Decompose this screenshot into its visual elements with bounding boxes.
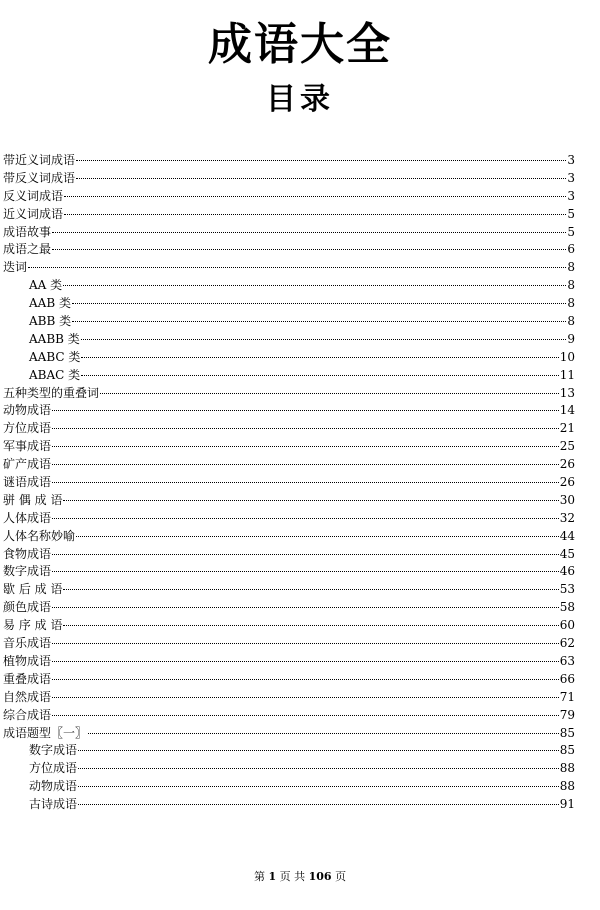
toc-dot-leader [78,768,559,769]
toc-dot-leader [63,285,566,286]
toc-entry-page: 14 [559,403,575,418]
toc-entry[interactable] [3,778,575,796]
toc-dot-leader [52,428,559,429]
toc-entry-page: 5 [567,206,575,221]
toc-entry[interactable] [3,313,575,331]
toc-entry-label: 成语之最 [3,242,52,257]
footer-middle: 页 共 [279,870,306,883]
toc-entry-page: 26 [559,457,575,472]
toc-dot-leader [72,321,566,322]
toc-dot-leader [81,375,559,376]
toc-entry[interactable] [3,528,575,546]
toc-entry-label: ABAC 类 [29,367,81,382]
toc-entry-label: 人体名称妙喻 [3,528,76,543]
toc-entry[interactable] [3,259,575,277]
toc-entry-label: ABB 类 [29,314,72,329]
toc-entry-page: 3 [567,170,575,185]
toc-entry-label: 食物成语 [3,546,52,561]
toc-dot-leader [52,232,566,233]
toc-entry-page: 5 [567,224,575,239]
toc-entry[interactable] [3,224,575,242]
toc-dot-leader [76,178,566,179]
page-footer [0,868,600,884]
toc-entry[interactable] [3,170,575,188]
toc-entry-label: 人体成语 [3,510,52,525]
table-of-contents [3,152,575,814]
toc-entry-label: 带反义词成语 [3,170,76,185]
toc-entry-label: 自然成语 [3,689,52,704]
toc-dot-leader [78,804,559,805]
toc-entry[interactable] [3,331,575,349]
toc-heading: 目录 [266,82,334,117]
toc-entry-page: 44 [559,528,575,543]
toc-entry-page: 62 [559,636,575,651]
footer-suffix: 页 [335,870,347,883]
toc-dot-leader [28,267,566,268]
toc-entry-page: 58 [559,600,575,615]
toc-entry[interactable] [3,546,575,564]
toc-entry-page: 85 [559,725,575,740]
toc-entry-label: 易 序 成 语 [3,618,63,633]
toc-dot-leader [52,554,559,555]
toc-entry-label: 成语题型〖一〗 [3,725,88,740]
toc-entry-label: 谜语成语 [3,475,52,490]
toc-entry-page: 8 [567,296,575,311]
toc-entry[interactable] [3,635,575,653]
toc-entry[interactable] [3,420,575,438]
toc-dot-leader [64,214,566,215]
toc-entry[interactable] [3,796,575,814]
toc-entry-label: 数字成语 [29,743,78,758]
toc-entry-page: 60 [559,618,575,633]
toc-entry-page: 10 [559,349,575,364]
toc-dot-leader [64,196,566,197]
toc-entry-label: AABB 类 [29,331,80,346]
toc-entry-label: 五种类型的重叠词 [3,385,100,400]
toc-entry-label: AAB 类 [29,296,71,311]
toc-entry[interactable] [3,725,575,743]
toc-dot-leader [78,750,559,751]
toc-entry[interactable] [3,760,575,778]
toc-dot-leader [52,679,559,680]
toc-entry-label: 综合成语 [3,707,52,722]
toc-entry[interactable] [3,653,575,671]
toc-entry[interactable] [3,402,575,420]
toc-entry-page: 91 [559,797,575,812]
toc-entry[interactable] [3,295,575,313]
toc-dot-leader [88,733,559,734]
toc-entry-page: 25 [559,439,575,454]
toc-entry-page: 3 [567,153,575,167]
toc-dot-leader [78,786,559,787]
toc-entry-label: 迭词 [3,260,28,275]
toc-entry-label: 带近义词成语 [3,153,76,167]
toc-entry-label: 动物成语 [3,403,52,418]
toc-entry[interactable] [3,492,575,510]
toc-dot-leader [52,661,559,662]
toc-entry-page: 21 [559,421,575,436]
toc-entry[interactable] [3,188,575,206]
toc-entry-page: 13 [559,385,575,400]
toc-dot-leader [52,249,566,250]
toc-entry-label: 音乐成语 [3,636,52,651]
toc-entry[interactable] [3,599,575,617]
toc-entry-label: 古诗成语 [29,797,78,812]
toc-entry-page: 6 [567,242,575,257]
toc-dot-leader [52,643,559,644]
total-pages-number: 106 [308,870,332,883]
footer-prefix: 第 [253,870,265,883]
toc-entry[interactable] [3,617,575,635]
toc-entry-label: 骈 偶 成 语 [3,492,63,507]
toc-entry-page: 8 [567,314,575,329]
toc-entry[interactable] [3,438,575,456]
toc-dot-leader [52,607,559,608]
toc-dot-leader [72,303,566,304]
toc-entry[interactable] [3,474,575,492]
toc-entry-label: 矿产成语 [3,457,52,472]
toc-entry-page: 11 [559,367,575,382]
toc-entry-page: 88 [559,779,575,794]
toc-dot-leader [76,160,566,161]
toc-entry-page: 30 [559,492,575,507]
toc-dot-leader [52,715,559,716]
toc-entry-label: 植物成语 [3,653,52,668]
toc-entry-page: 66 [559,671,575,686]
toc-entry[interactable] [3,510,575,528]
toc-entry-label: 近义词成语 [3,206,64,221]
toc-entry-page: 32 [559,510,575,525]
toc-entry-page: 85 [559,743,575,758]
toc-entry[interactable] [3,349,575,367]
toc-entry[interactable] [3,241,575,259]
current-page-number: 1 [268,870,277,883]
toc-dot-leader [63,589,558,590]
toc-entry-label: 方位成语 [3,421,52,436]
toc-entry-page: 26 [559,475,575,490]
toc-entry-label: 军事成语 [3,439,52,454]
toc-entry-page: 9 [567,331,575,346]
toc-dot-leader [52,697,559,698]
toc-entry[interactable] [3,277,575,295]
toc-dot-leader [81,357,558,358]
toc-entry-label: 数字成语 [3,564,52,579]
toc-dot-leader [52,464,559,465]
toc-entry-page: 46 [559,564,575,579]
toc-dot-leader [81,339,567,340]
toc-entry-page: 71 [559,689,575,704]
toc-dot-leader [52,446,559,447]
toc-entry-label: AABC 类 [29,349,81,364]
toc-entry-label: 歇 后 成 语 [3,582,63,597]
toc-dot-leader [63,500,558,501]
toc-entry-page: 45 [559,546,575,561]
toc-dot-leader [52,410,559,411]
toc-entry[interactable] [3,707,575,725]
toc-entry-label: 重叠成语 [3,671,52,686]
toc-entry-page: 79 [559,707,575,722]
toc-entry-label: 方位成语 [29,761,78,776]
toc-entry-label: 颜色成语 [3,600,52,615]
toc-entry-page: 8 [567,260,575,275]
toc-entry[interactable] [3,581,575,599]
toc-entry-page: 53 [559,582,575,597]
toc-dot-leader [52,571,559,572]
toc-dot-leader [63,625,558,626]
toc-entry-page: 88 [559,761,575,776]
toc-entry[interactable] [3,689,575,707]
toc-entry[interactable] [3,385,575,403]
toc-entry-label: 动物成语 [29,779,78,794]
toc-entry[interactable] [3,456,575,474]
toc-entry[interactable] [3,563,575,581]
toc-entry-label: 成语故事 [3,224,52,239]
toc-entry[interactable] [3,367,575,385]
toc-dot-leader [100,393,559,394]
toc-dot-leader [52,482,559,483]
toc-entry-label: 反义词成语 [3,188,64,203]
toc-entry-page: 63 [559,653,575,668]
toc-entry-label: AA 类 [29,278,63,293]
document-title: 成语大全 [208,19,392,70]
toc-entry-page: 8 [567,278,575,293]
toc-entry-page: 3 [567,188,575,203]
toc-entry[interactable] [3,742,575,760]
toc-dot-leader [52,518,559,519]
toc-entry[interactable] [3,206,575,224]
toc-entry[interactable] [3,152,575,170]
toc-entry[interactable] [3,671,575,689]
toc-dot-leader [76,536,559,537]
